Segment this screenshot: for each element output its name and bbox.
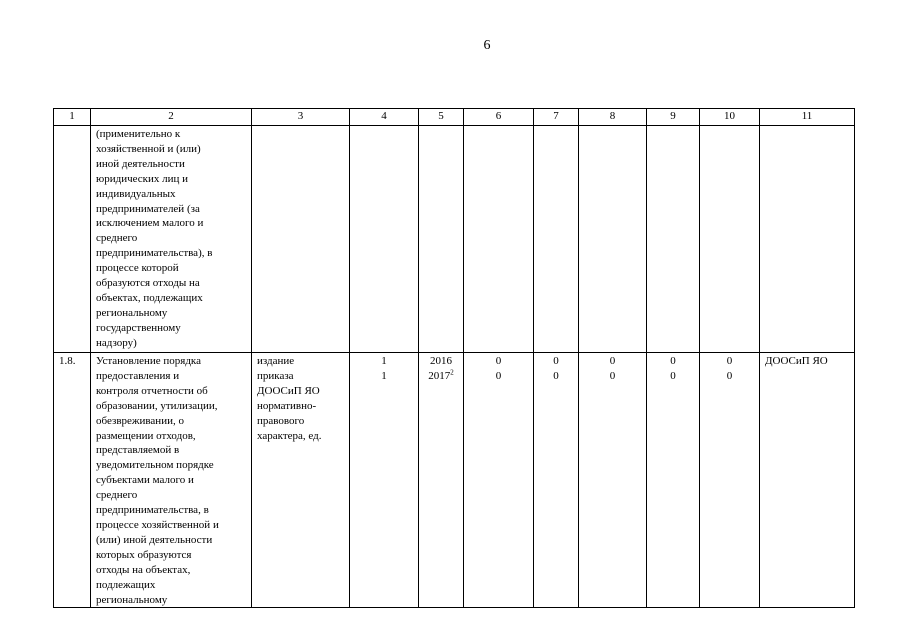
header-cell: 9 [647, 109, 700, 126]
header-cell: 1 [54, 109, 91, 126]
column-number-row [54, 109, 855, 126]
text-line: контроля отчетности об [96, 384, 208, 397]
header-cell: 3 [252, 109, 350, 126]
footnote-mark: 2 [450, 368, 454, 377]
text-line: субъектами малого и [96, 474, 194, 487]
year-line: 2016 [430, 355, 452, 367]
value-line: 0 [726, 369, 733, 382]
header-cell: 10 [700, 109, 760, 126]
value-cell [464, 353, 534, 608]
text-line: Установление порядка [96, 355, 201, 367]
text-line: региональному [96, 306, 168, 319]
value-line: 0 [553, 355, 559, 367]
text-line: ДООСиП ЯО [257, 384, 320, 397]
text-line: нормативно- [257, 399, 317, 412]
text-line: характера, ед. [257, 429, 322, 442]
value-cell [464, 126, 534, 353]
text-line: среднего [96, 489, 138, 502]
value-cell [534, 353, 579, 608]
text-line: которых образуются [96, 548, 192, 561]
executor-cell: ДООСиП ЯО [760, 353, 855, 608]
value-line: 0 [495, 355, 502, 367]
text-line: (применительно к [96, 128, 181, 140]
value-cell [350, 126, 419, 353]
value-cell [579, 353, 647, 608]
page-number: 6 [483, 38, 491, 53]
year-text: 2017 [428, 369, 451, 382]
text-line: предпринимателей (за [96, 202, 200, 215]
text-line: правового [257, 414, 305, 427]
header-cell: 6 [464, 109, 534, 126]
value-cell [700, 353, 760, 608]
header-cell: 4 [350, 109, 419, 126]
text-line: уведомительном порядке [96, 459, 214, 472]
header-cell: 7 [534, 109, 579, 126]
text-line: государственному [96, 321, 181, 334]
value-cell [647, 126, 700, 353]
value-line: 0 [609, 369, 616, 382]
value-cell [700, 126, 760, 353]
value-cell [534, 126, 579, 353]
executor-cell [760, 126, 855, 353]
header-cell: 11 [760, 109, 855, 126]
text-line: среднего [96, 232, 138, 245]
text-line: процессе которой [96, 262, 179, 275]
text-line: исключением малого и [96, 217, 204, 230]
indicator-cell [252, 353, 350, 608]
value-line: 0 [553, 369, 559, 382]
header-cell: 5 [419, 109, 464, 126]
table-row-1-8 [54, 353, 855, 608]
text-line: региональному [96, 593, 168, 606]
text-line: образовании, утилизации, [96, 399, 218, 412]
activity-description-cell [91, 126, 252, 353]
text-line: предпринимательства, в [96, 504, 209, 517]
program-table [53, 108, 855, 608]
activity-description-cell [91, 353, 252, 608]
header-cell: 2 [91, 109, 252, 126]
text-line: надзору) [96, 336, 137, 349]
text-line: обезвреживании, о [96, 414, 184, 427]
text-line: (или) иной деятельности [96, 533, 213, 546]
year-cell [419, 353, 464, 608]
text-line: представляемой в [96, 444, 180, 457]
text-line: отходы на объектах, [96, 563, 191, 576]
value-line: 0 [670, 369, 676, 382]
text-line: индивидуальных [96, 187, 176, 200]
text-line: юридических лиц и [96, 172, 189, 185]
text-line: объектах, подлежащих [96, 291, 203, 304]
value-cell [647, 353, 700, 608]
value-cell [579, 126, 647, 353]
text-line: издание [257, 355, 295, 367]
text-line: образуются отходы на [96, 277, 200, 290]
text-line: предпринимательства), в [96, 247, 213, 260]
text-line: хозяйственной и (или) [96, 142, 201, 155]
row-number-cell [54, 126, 91, 353]
indicator-cell [252, 126, 350, 353]
text-line: приказа [257, 369, 294, 382]
text-line: размещении отходов, [96, 429, 196, 442]
row-number-cell: 1.8. [54, 353, 91, 608]
value-cell [350, 353, 419, 608]
year-cell [419, 126, 464, 353]
table-row-continuation [54, 126, 855, 353]
value-line: 0 [609, 355, 616, 367]
header-cell: 8 [579, 109, 647, 126]
text-line: иной деятельности [96, 157, 185, 170]
value-line: 1 [381, 369, 387, 382]
value-line: 0 [495, 369, 502, 382]
text-line: предоставления и [96, 369, 180, 382]
value-line: 0 [726, 355, 733, 367]
value-line: 1 [381, 355, 387, 367]
text-line: подлежащих [96, 578, 156, 591]
value-line: 0 [670, 355, 676, 367]
year-line [424, 369, 458, 384]
text-line: процессе хозяйственной и [96, 518, 219, 531]
